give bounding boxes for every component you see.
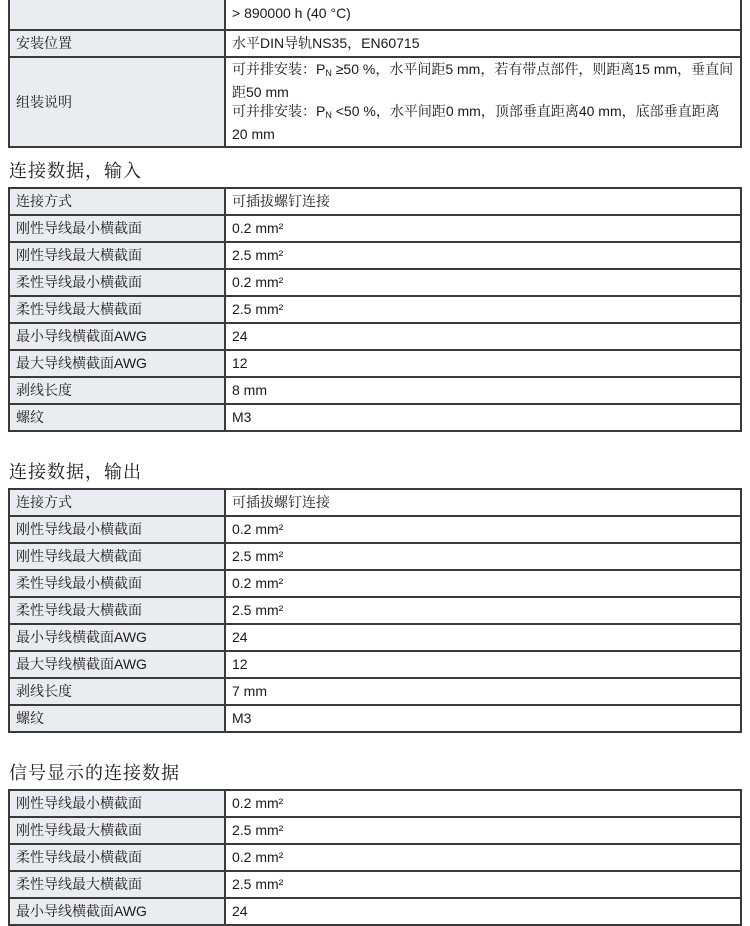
row-value: 12 <box>225 651 741 678</box>
row-key: 柔性导线最小横截面 <box>9 269 225 296</box>
row-key: 剥线长度 <box>9 377 225 404</box>
table-row <box>9 898 741 925</box>
row-value: 24 <box>225 323 741 350</box>
row-key: 最小导线横截面AWG <box>9 898 225 925</box>
row-value: 2.5 mm² <box>225 597 741 624</box>
row-key: 螺纹 <box>9 705 225 732</box>
table-row <box>9 489 741 516</box>
row-key: 刚性导线最小横截面 <box>9 516 225 543</box>
assembly-line-2: 可并排安装：$P_N <50$ %，水平间距0 mm，顶部垂直距离40 mm，底部垂直距离20 mm <box>232 103 720 142</box>
table-row <box>9 188 741 215</box>
table-row <box>9 404 741 431</box>
table-row <box>9 705 741 732</box>
row-key: 最小导线横截面AWG <box>9 624 225 651</box>
signal-connection-table <box>8 789 742 926</box>
table-row <box>9 296 741 323</box>
table-row <box>9 269 741 296</box>
table-row <box>9 543 741 570</box>
row-key: 连接方式 <box>9 188 225 215</box>
row-value: 0.2 mm² <box>225 790 741 817</box>
row-key: 刚性导线最小横截面 <box>9 790 225 817</box>
row-value: 2.5 mm² <box>225 242 741 269</box>
row-key: 连接方式 <box>9 489 225 516</box>
row-key: 剥线长度 <box>9 678 225 705</box>
row-key: 最大导线横截面AWG <box>9 350 225 377</box>
connection-input-table <box>8 187 742 432</box>
row-value: M3 <box>225 705 741 732</box>
row-value: 2.5 mm² <box>225 543 741 570</box>
row-key: 柔性导线最小横截面 <box>9 844 225 871</box>
table-row <box>9 377 741 404</box>
table-row <box>9 215 741 242</box>
section-title-output: 连接数据，输出 <box>9 462 142 482</box>
table-row <box>9 817 741 844</box>
row-value: > 890000 h (40 °C) <box>225 0 741 30</box>
top-spec-table <box>8 0 742 148</box>
row-value: 2.5 mm² <box>225 817 741 844</box>
section-title-input: 连接数据，输入 <box>9 161 142 181</box>
section-title-signal: 信号显示的连接数据 <box>9 763 180 783</box>
table-row <box>9 597 741 624</box>
table-row <box>9 570 741 597</box>
table-row <box>9 516 741 543</box>
table-row <box>9 350 741 377</box>
row-key: 柔性导线最大横截面 <box>9 296 225 323</box>
row-key: 最小导线横截面AWG <box>9 323 225 350</box>
row-value: 24 <box>225 624 741 651</box>
row-value: 0.2 mm² <box>225 570 741 597</box>
row-value: 0.2 mm² <box>225 844 741 871</box>
row-key: 刚性导线最小横截面 <box>9 215 225 242</box>
row-key: 柔性导线最大横截面 <box>9 597 225 624</box>
table-row <box>9 790 741 817</box>
table-row <box>9 624 741 651</box>
table-row <box>9 30 741 57</box>
row-key: 安装位置 <box>9 30 225 57</box>
row-value: 0.2 mm² <box>225 269 741 296</box>
row-value: 水平DIN导轨NS35，EN60715 <box>225 30 741 57</box>
row-key: 柔性导线最小横截面 <box>9 570 225 597</box>
table-row <box>9 678 741 705</box>
row-value: 24 <box>225 898 741 925</box>
row-value: 可插拔螺钉连接 <box>225 489 741 516</box>
row-value: 0.2 mm² <box>225 215 741 242</box>
connection-output-table <box>8 488 742 733</box>
row-value: 2.5 mm² <box>225 871 741 898</box>
row-key: 螺纹 <box>9 404 225 431</box>
row-value: 0.2 mm² <box>225 516 741 543</box>
table-row <box>9 323 741 350</box>
table-row <box>9 844 741 871</box>
row-key: 柔性导线最大横截面 <box>9 871 225 898</box>
row-key: 刚性导线最大横截面 <box>9 817 225 844</box>
row-value: 7 mm <box>225 678 741 705</box>
table-row <box>9 871 741 898</box>
row-key: 刚性导线最大横截面 <box>9 543 225 570</box>
row-value: 12 <box>225 350 741 377</box>
assembly-note <box>225 57 741 147</box>
row-value: 8 mm <box>225 377 741 404</box>
row-key: 组装说明 <box>9 57 225 147</box>
row-key: 最大导线横截面AWG <box>9 651 225 678</box>
table-row <box>9 242 741 269</box>
row-key <box>9 0 225 30</box>
table-row <box>9 651 741 678</box>
table-row <box>9 57 741 147</box>
row-value: M3 <box>225 404 741 431</box>
assembly-line-1: 可并排安装：$P_N \ge 50$ %，水平间距5 mm，若有带点部件，则距离15 mm，垂直间距50 mm <box>232 61 734 100</box>
table-row <box>9 0 741 30</box>
row-key: 刚性导线最大横截面 <box>9 242 225 269</box>
row-value: 2.5 mm² <box>225 296 741 323</box>
row-value: 可插拔螺钉连接 <box>225 188 741 215</box>
